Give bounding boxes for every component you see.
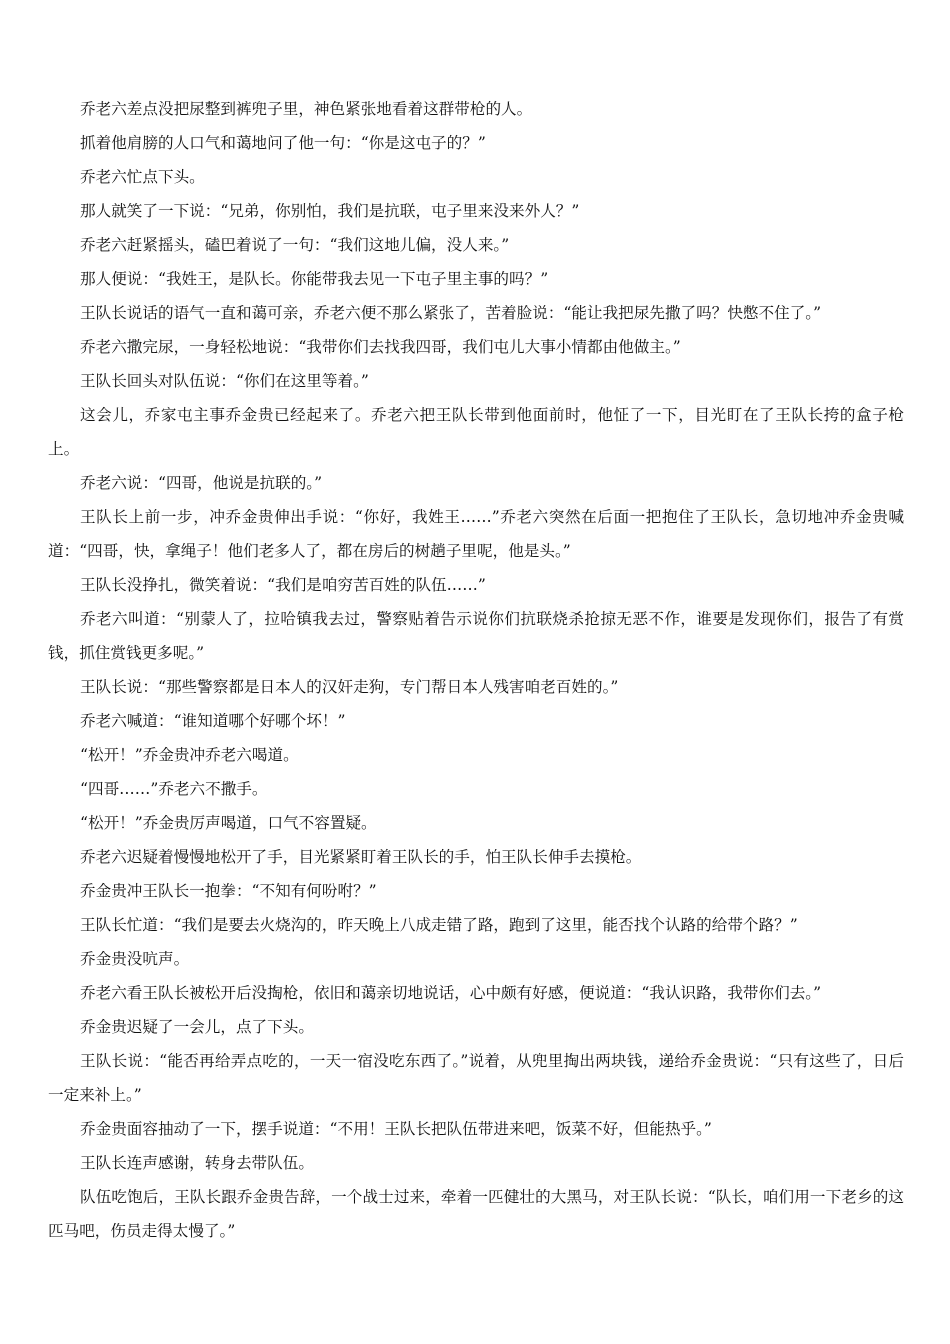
paragraph: 乔金贵没吭声。 (80, 950, 190, 968)
paragraph: “松开！”乔金贵冲乔老六喝道。 (80, 746, 299, 764)
paragraph: 乔老六看王队长被松开后没掏枪，依旧和蔼亲切地说话，心中颇有好感，便说道：“我认识路，我带你们去。” (80, 984, 822, 1002)
paragraph: 乔金贵迟疑了一会儿，点了下头。 (80, 1018, 314, 1036)
paragraph: 乔老六迟疑着慢慢地松开了手，目光紧紧盯着王队长的手，怕王队长伸手去摸枪。 (80, 848, 642, 866)
paragraph: 乔金贵冲王队长一抱拳：“不知有何吩咐？” (80, 882, 377, 900)
paragraph: 那人便说：“我姓王，是队长。你能带我去见一下屯子里主事的吗？” (80, 270, 549, 288)
paragraph: 王队长没挣扎，微笑着说：“我们是咱穷苦百姓的队伍……” (80, 576, 486, 594)
document-page (48, 92, 904, 1248)
paragraph: 乔老六忙点下头。 (80, 168, 205, 186)
paragraph: 乔老六叫道：“别蒙人了，拉哈镇我去过，警察贴着告示说你们抗联烧杀抢掠无恶不作，谁要是发现你们，报告了有赏钱，抓住赏钱更多呢。” (48, 610, 904, 662)
paragraph: 乔老六撒完尿，一身轻松地说：“我带你们去找我四哥，我们屯儿大事小情都由他做主。” (80, 338, 681, 356)
paragraph: “松开！”乔金贵厉声喝道，口气不容置疑。 (80, 814, 377, 832)
paragraph: 这会儿，乔家屯主事乔金贵已经起来了。乔老六把王队长带到他面前时，他怔了一下，目光盯在了王队长挎的盒子枪上。 (48, 406, 904, 458)
paragraph: 乔金贵面容抽动了一下，摆手说道：“不用！王队长把队伍带进来吧，饭菜不好，但能热乎。” (80, 1120, 712, 1138)
paragraph: 乔老六说：“四哥，他说是抗联的。” (80, 474, 323, 492)
paragraph: 队伍吃饱后，王队长跟乔金贵告辞，一个战士过来，牵着一匹健壮的大黑马，对王队长说：“队长，咱们用一下老乡的这匹马吧，伤员走得太慢了。” (48, 1188, 904, 1240)
paragraph: “四哥……”乔老六不撒手。 (80, 780, 268, 798)
paragraph: 王队长忙道：“我们是要去火烧沟的，昨天晚上八成走错了路，跑到了这里，能否找个认路的给带个路？” (80, 916, 798, 934)
paragraph: 王队长说：“能否再给弄点吃的，一天一宿没吃东西了。”说着，从兜里掏出两块钱，递给乔金贵说：“只有这些了，日后一定来补上。” (48, 1052, 904, 1104)
paragraph: 抓着他肩膀的人口气和蔼地问了他一句：“你是这屯子的？” (80, 134, 486, 152)
paragraph: 王队长说话的语气一直和蔼可亲，乔老六便不那么紧张了，苦着脸说：“能让我把尿先撒了吗？快憋不住了。” (80, 304, 822, 322)
paragraph: 乔老六差点没把尿整到裤兜子里，神色紧张地看着这群带枪的人。 (80, 100, 533, 118)
paragraph: 王队长上前一步，冲乔金贵伸出手说：“你好，我姓王……”乔老六突然在后面一把抱住了王队长，急切地冲乔金贵喊道：“四哥，快，拿绳子！他们老多人了，都在房后的树趟子里呢，他是头。” (48, 508, 904, 560)
paragraph: 那人就笑了一下说：“兄弟，你别怕，我们是抗联，屯子里来没来外人？” (80, 202, 580, 220)
paragraph: 乔老六赶紧摇头，磕巴着说了一句：“我们这地儿偏，没人来。” (80, 236, 510, 254)
paragraph: 王队长连声感谢，转身去带队伍。 (80, 1154, 314, 1172)
paragraph: 王队长回头对队伍说：“你们在这里等着。” (80, 372, 369, 390)
paragraph: 王队长说：“那些警察都是日本人的汉奸走狗，专门帮日本人残害咱老百姓的。” (80, 678, 619, 696)
paragraph: 乔老六喊道：“谁知道哪个好哪个坏！” (80, 712, 346, 730)
